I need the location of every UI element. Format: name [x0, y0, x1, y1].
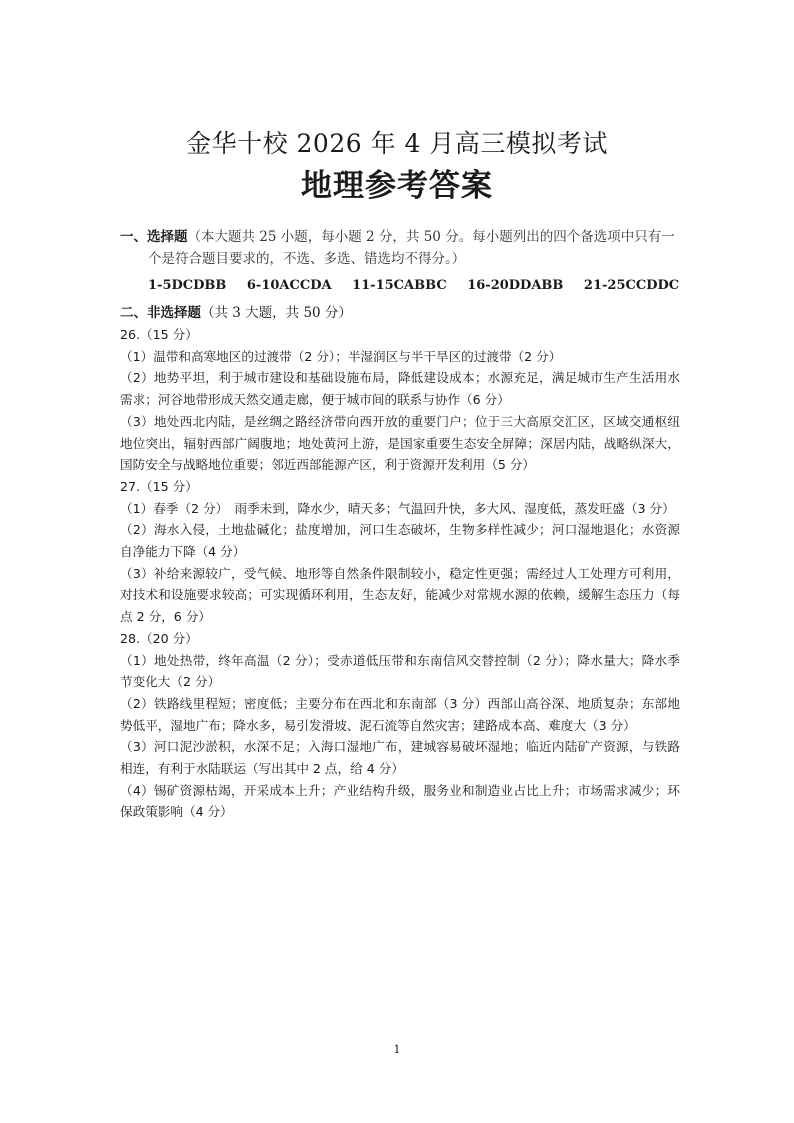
question-27-part-3: （3）补给来源较广，受气候、地形等自然条件限制较小，稳定性更强；需经过人工处理方可利用，对技术和设施要求较高；可实现循环利用，生态友好，能减少对常规水源的依赖，缓解生态压力（每点 2 分，6 分）: [120, 565, 680, 625]
answer-group: 1-5DCDBB: [148, 278, 227, 293]
section1-heading: 一、选择题: [120, 229, 188, 245]
answer-group: 16-20DDABB: [467, 278, 564, 293]
choice-answers: [148, 278, 693, 293]
answer-group: 21-25CCDDC: [583, 278, 680, 293]
question-28-part-4: （4）锡矿资源枯竭，开采成本上升；产业结构升级，服务业和制造业占比上升；市场需求减少；环保政策影响（4 分）: [120, 782, 680, 820]
section-non-choice: [120, 302, 680, 324]
question-26-number: 26.（15 分）: [120, 327, 198, 342]
question-28-number: 28.（20 分）: [120, 630, 198, 646]
question-26-part-2: （2）地势平坦，利于城市建设和基础设施布局，降低建设成本；水源充足，满足城市生产生活用水需求；河谷地带形成天然交通走廊，便于城市间的联系与协作（6 分）: [120, 370, 680, 408]
question-27-number: 27.（15 分）: [120, 478, 198, 494]
question-26-part-3: （3）地处西北内陆，是丝绸之路经济带向西开放的重要门户；位于三大高原交汇区，区域交通枢纽地位突出，辐射西部广阔腹地；地处黄河上游，是国家重要生态安全屏障；深居内陆，战略纵深大，国防安全与战略地位重要；邻近西部能源产区，利于资源开发利用（5 分）: [120, 413, 680, 473]
section-multiple-choice: [120, 226, 680, 270]
question-27-part-1: （1）春季（2 分） 雨季未到，降水少，晴天多；气温回升快，多大风、湿度低，蒸发旺盛（3 分）: [120, 500, 675, 516]
question-26-part-1: （1）温带和高寒地区的过渡带（2 分）；半湿润区与半干旱区的过渡带（2 分）: [120, 348, 562, 364]
section1-note-line1: （本大题共 25 小题，每小题 2 分，共 50 分。每小题列出的四个备选项中只有一: [187, 229, 675, 245]
answer-group: 11-15CABBC: [352, 278, 447, 293]
page-number: 1: [393, 1043, 401, 1056]
exam-title: 金华十校 2026 年 4 月高三模拟考试: [186, 129, 608, 158]
answer-key-title: 地理参考答案: [301, 168, 493, 204]
section1-note-line2: 个是符合题目要求的，不选、多选、错选均不得分。）: [148, 251, 466, 267]
question-28-part-1: （1）地处热带，终年高温（2 分）；受赤道低压带和东南信风交替控制（2 分）；降水量大；降水季节变化大（2 分）: [120, 652, 680, 690]
question-28-part-2: （2）铁路线里程短；密度低；主要分布在西北和东南部（3 分）西部山高谷深、地质复杂；东部地势低平，湿地广布；降水多，易引发滑坡、泥石流等自然灾害；建路成本高、难度大（3 分）: [120, 695, 680, 733]
question-27-part-2: （2）海水入侵，土地盐碱化；盐度增加，河口生态破坏，生物多样性减少；河口湿地退化；水资源自净能力下降（4 分）: [120, 522, 680, 560]
section2-note: （共 3 大题，共 50 分）: [201, 305, 352, 321]
answer-group: 6-10ACCDA: [246, 278, 332, 293]
section2-heading: 二、非选择题: [120, 305, 201, 321]
answer-body: [120, 324, 680, 823]
question-28-part-3: （3）河口泥沙淤积，水深不足；入海口湿地广布，建城容易破坏湿地；临近内陆矿产资源，与铁路相连，有利于水陆联运（写出其中 2 点，给 4 分）: [120, 739, 680, 777]
